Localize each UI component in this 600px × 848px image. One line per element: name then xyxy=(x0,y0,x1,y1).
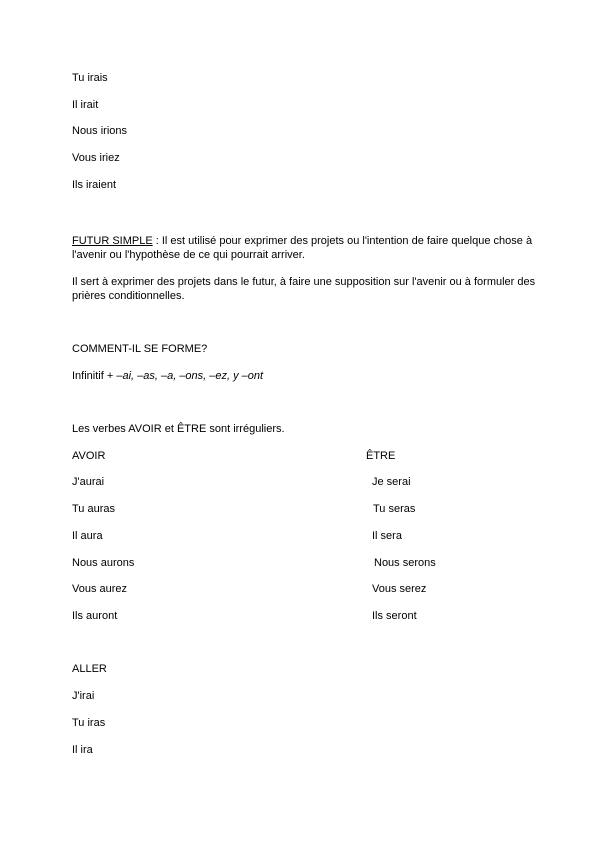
conjugation-line: Ils iraient xyxy=(72,179,117,191)
avoir-form: Ils auront xyxy=(72,610,118,622)
formation-formula xyxy=(72,370,263,383)
etre-form: Ils seront xyxy=(372,610,417,622)
avoir-form: Il aura xyxy=(72,530,103,542)
irregular-note: Les verbes AVOIR et ÊTRE sont irréguliers. xyxy=(72,423,285,435)
avoir-form: Vous aurez xyxy=(72,583,128,595)
aller-form: Tu iras xyxy=(72,717,106,729)
avoir-form: J'aurai xyxy=(72,476,105,488)
conjugation-line: Tu irais xyxy=(72,72,108,84)
futur-simple-heading: FUTUR SIMPLE xyxy=(72,235,153,247)
etre-form: Tu seras xyxy=(373,503,416,515)
etre-form: Vous serez xyxy=(372,583,427,595)
etre-form: Nous serons xyxy=(374,557,436,569)
etre-header: ÊTRE xyxy=(366,450,396,462)
avoir-form: Tu auras xyxy=(72,503,116,515)
formula-prefix: Infinitif + xyxy=(72,370,117,382)
aller-header: ALLER xyxy=(72,663,107,675)
aller-form: Il ira xyxy=(72,744,93,756)
etre-form: Je serai xyxy=(372,476,411,488)
conjugation-line: Vous iriez xyxy=(72,152,120,164)
etre-form: Il sera xyxy=(372,530,402,542)
futur-simple-usage: Il sert à exprimer des projets dans le futur, à faire une supposition sur l'avenir ou à formuler des prières conditionnelles. xyxy=(72,276,536,302)
conjugation-line: Nous irions xyxy=(72,125,128,137)
avoir-form: Nous aurons xyxy=(72,557,135,569)
formation-question: COMMENT-IL SE FORME? xyxy=(72,343,208,355)
futur-simple-definition-text: : Il est utilisé pour exprimer des projets ou l'intention de faire quelque chose à l'avenir ou l'hypothèse de ce qui pourrait arriver. xyxy=(72,235,533,261)
futur-simple-definition xyxy=(72,234,542,262)
formula-endings: –ai, –as, –a, –ons, –ez, y –ont xyxy=(116,370,264,382)
aller-form: J'irai xyxy=(72,690,95,702)
avoir-header: AVOIR xyxy=(72,450,106,462)
conjugation-line: Il irait xyxy=(72,99,99,111)
